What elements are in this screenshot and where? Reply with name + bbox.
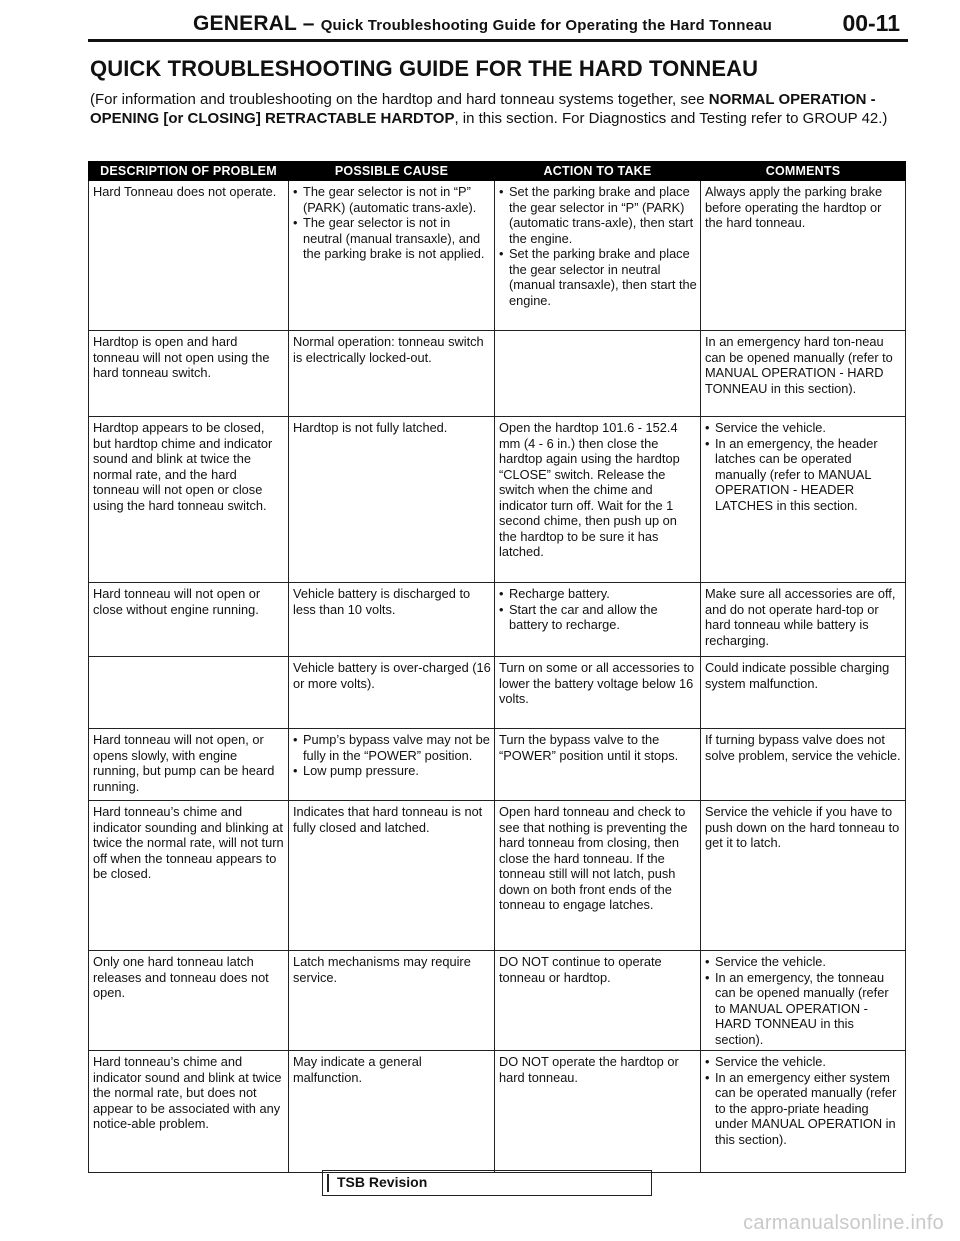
action-cell (495, 583, 701, 657)
table-row (89, 657, 906, 729)
action-item: • Start the car and allow the battery to recharge. (499, 602, 697, 633)
comments-cell: Always apply the parking brake before operating the hardtop or the hard tonneau. (701, 181, 906, 331)
header-rule (88, 39, 908, 42)
comments-cell: Make sure all accessories are off, and do not operate hard-top or hard tonneau while battery is recharging. (701, 583, 906, 657)
column-header: COMMENTS (701, 162, 906, 181)
tsb-bar (327, 1174, 329, 1192)
header-subtitle: Quick Troubleshooting Guide for Operating the Hard Tonneau (320, 17, 773, 34)
watermark-text: carmanualsonline.info (743, 1212, 944, 1234)
comments-cell: Could indicate possible charging system malfunction. (701, 657, 906, 729)
action-cell: Turn the bypass valve to the “POWER” position until it stops. (495, 729, 701, 801)
action-item: • Set the parking brake and place the gear selector in “P” (PARK) (automatic trans-axle), then start the engine. (499, 184, 697, 246)
cause-cell: Latch mechanisms may require service. (289, 951, 495, 1051)
action-cell (495, 331, 701, 417)
comment-item: • Service the vehicle. (705, 420, 902, 436)
problem-cell: Only one hard tonneau latch releases and tonneau does not open. (89, 951, 289, 1051)
comment-item: • Service the vehicle. (705, 954, 902, 970)
table-row (89, 331, 906, 417)
cause-item: • The gear selector is not in “P” (PARK) (automatic trans-axle). (293, 184, 491, 215)
action-cell: DO NOT continue to operate tonneau or hardtop. (495, 951, 701, 1051)
table-row (89, 1051, 906, 1173)
cause-item: • Low pump pressure. (293, 763, 491, 779)
table-row (89, 951, 906, 1051)
action-cell: DO NOT operate the hardtop or hard tonneau. (495, 1051, 701, 1173)
intro-paragraph (90, 90, 910, 128)
comment-item: • In an emergency either system can be operated manually (refer to the appro-priate heading under MANUAL OPERATION in this section). (705, 1070, 902, 1148)
cause-item: • Pump’s bypass valve may not be fully in the “POWER” position. (293, 732, 491, 763)
comments-cell: In an emergency hard ton-neau can be opened manually (refer to MANUAL OPERATION - HARD TONNEAU in this section). (701, 331, 906, 417)
action-cell: Turn on some or all accessories to lower the battery voltage below 16 volts. (495, 657, 701, 729)
intro-bold-reference: NORMAL OPERATION - OPENING [or CLOSING] RETRACTABLE HARDTOP (90, 91, 876, 127)
intro-text-2: , in this section. For Diagnostics and Testing refer to GROUP 42.) (454, 110, 888, 127)
comment-item: • Service the vehicle. (705, 1054, 902, 1070)
header-title (193, 12, 772, 36)
action-cell: Open hard tonneau and check to see that nothing is preventing the hard tonneau from closing, then close the hard tonneau. If the tonneau still will not latch, push down on both front ends of the tonneau to engage latches. (495, 801, 701, 951)
column-header: DESCRIPTION OF PROBLEM (89, 162, 289, 181)
problem-cell: Hard tonneau will not open, or opens slowly, with engine running, but pump can be heard running. (89, 729, 289, 801)
cause-cell (289, 181, 495, 331)
cause-cell: May indicate a general malfunction. (289, 1051, 495, 1173)
problem-cell: Hardtop appears to be closed, but hardtop chime and indicator sound and blink at twice the normal rate, and the hard tonneau will not open or close using the hard tonneau switch. (89, 417, 289, 583)
intro-text-1: (For information and troubleshooting on the hardtop and hard tonneau systems together, see (90, 91, 709, 108)
cause-cell: Normal operation: tonneau switch is electrically locked-out. (289, 331, 495, 417)
page-number: 00-11 (842, 10, 900, 36)
header-dash: – (302, 12, 315, 35)
problem-cell: Hard tonneau will not open or close without engine running. (89, 583, 289, 657)
action-item: • Recharge battery. (499, 586, 697, 602)
column-header: POSSIBLE CAUSE (289, 162, 495, 181)
action-item: • Set the parking brake and place the gear selector in neutral (manual transaxle), then start the engine. (499, 246, 697, 308)
comments-cell: Service the vehicle if you have to push down on the hard tonneau to get it to latch. (701, 801, 906, 951)
tsb-revision-box (322, 1170, 652, 1196)
problem-cell: Hard tonneau’s chime and indicator sound and blink at twice the normal rate, but does not appear to be associated with any notice-able problem. (89, 1051, 289, 1173)
comments-cell: If turning bypass valve does not solve problem, service the vehicle. (701, 729, 906, 801)
action-cell (495, 181, 701, 331)
troubleshooting-table (88, 161, 906, 1173)
comment-item: • In an emergency, the header latches can be operated manually (refer to MANUAL OPERATION - HEADER LATCHES in this section. (705, 436, 902, 514)
comment-item: • In an emergency, the tonneau can be opened manually (refer to MANUAL OPERATION - HARD TONNEAU in this section). (705, 970, 902, 1048)
table-header-row (89, 162, 906, 181)
problem-cell: Hardtop is open and hard tonneau will not open using the hard tonneau switch. (89, 331, 289, 417)
comments-cell (701, 1051, 906, 1173)
tsb-revision-label: TSB Revision (337, 1174, 428, 1190)
page-header (88, 8, 908, 42)
problem-cell: Hard tonneau’s chime and indicator sounding and blinking at twice the normal rate, will not turn off when the tonneau appears to be closed. (89, 801, 289, 951)
page-title: QUICK TROUBLESHOOTING GUIDE FOR THE HARD TONNEAU (90, 56, 759, 81)
cause-cell (289, 729, 495, 801)
header-section: GENERAL (193, 12, 297, 35)
problem-cell: Hard Tonneau does not operate. (89, 181, 289, 331)
action-cell: Open the hardtop 101.6 - 152.4 mm (4 - 6 in.) then close the hardtop again using the hardtop “CLOSE” switch. Release the switch when the chime and indicator turn off. Wait for the 1 second chime, then push up on the hardtop to be sure it has latched. (495, 417, 701, 583)
cause-item: • The gear selector is not in neutral (manual transaxle), and the parking brake is not applied. (293, 215, 491, 262)
table-row (89, 583, 906, 657)
table-row (89, 729, 906, 801)
cause-cell: Hardtop is not fully latched. (289, 417, 495, 583)
table-row (89, 181, 906, 331)
comments-cell (701, 951, 906, 1051)
comments-cell (701, 417, 906, 583)
cause-cell: Vehicle battery is discharged to less than 10 volts. (289, 583, 495, 657)
cause-cell: Indicates that hard tonneau is not fully closed and latched. (289, 801, 495, 951)
problem-cell (89, 657, 289, 729)
table-row (89, 417, 906, 583)
column-header: ACTION TO TAKE (495, 162, 701, 181)
cause-cell: Vehicle battery is over-charged (16 or more volts). (289, 657, 495, 729)
table-row (89, 801, 906, 951)
